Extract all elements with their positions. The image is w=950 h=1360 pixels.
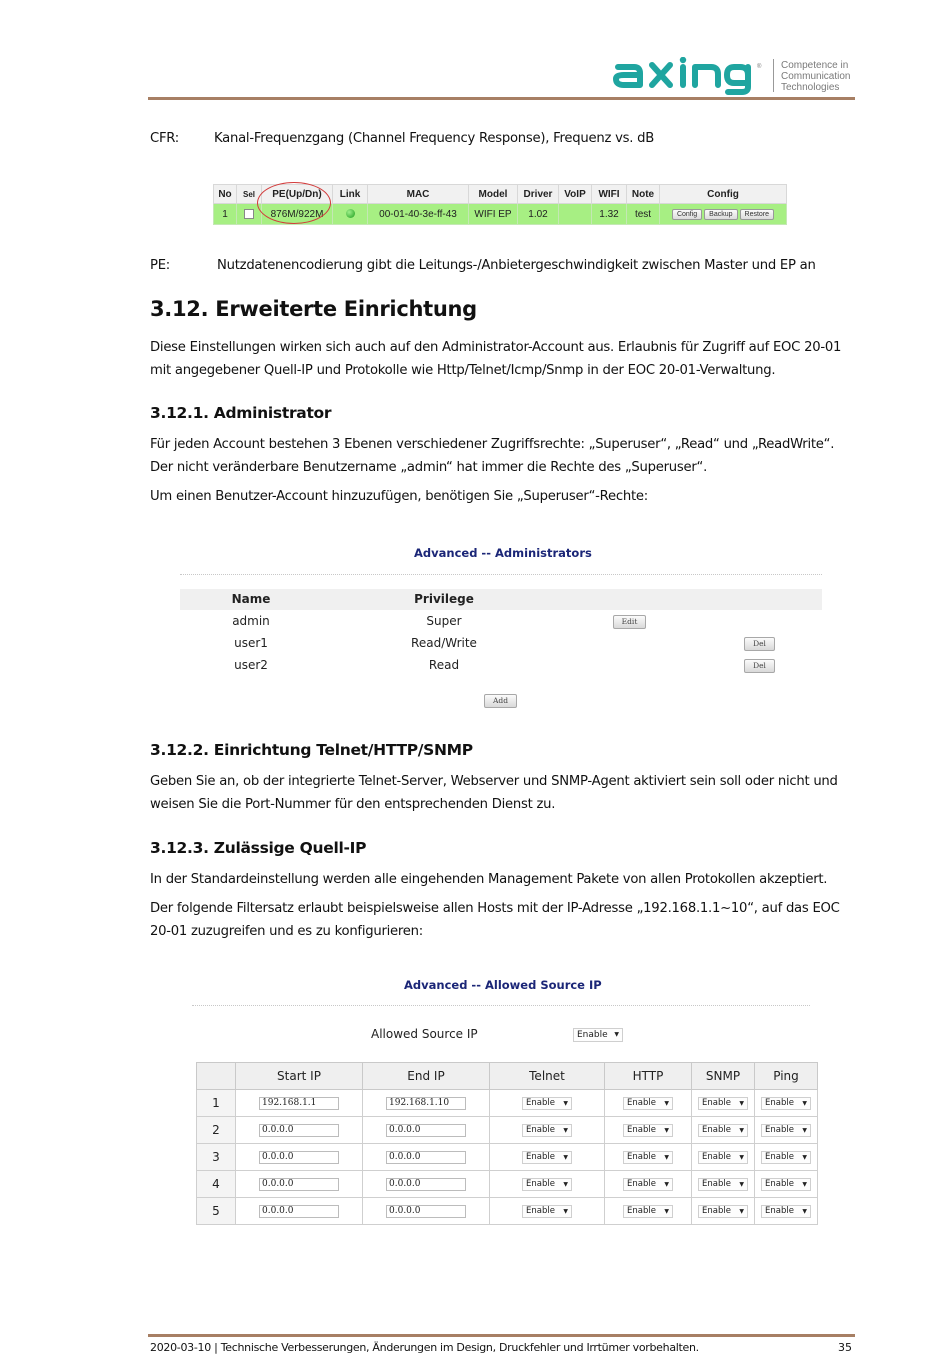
section-3-12-paragraph: Diese Einstellungen wirken sich auch auf den Administrator-Account aus. Erlaubnis für Zugriff auf EOC 20-01 mit angegebener Quell-IP und Protokolle wie Http/Telnet/Icmp/Snmp in der EOC 20-01-Verwaltung. [150,340,842,378]
ip-row-start-cell [236,1144,363,1171]
cell-wifi: 1.32 [592,204,627,225]
start-ip-input[interactable]: 0.0.0.0 [259,1124,339,1137]
ip-row-http-cell [605,1144,692,1171]
start-ip-input[interactable]: 0.0.0.0 [259,1151,339,1164]
ip-col-ping: Ping [755,1063,818,1090]
restore-button[interactable]: Restore [740,209,775,220]
axing-logo [612,57,768,95]
chevron-down-icon: ▼ [802,1100,807,1107]
cell-note: test [627,204,660,225]
ip-row-end-cell [363,1198,490,1225]
cell-link [333,204,368,225]
ip-row-ping-cell [755,1117,818,1144]
snmp-select[interactable]: Enable ▼ [698,1178,748,1191]
source-ip-table [196,1062,818,1225]
ip-row-snmp-cell [692,1171,755,1198]
telnet-select[interactable]: Enable ▼ [522,1151,572,1164]
svg-text:®: ® [757,64,762,70]
allowed-source-ip-select[interactable]: Enable ▼ [573,1028,623,1042]
link-status-icon [346,209,355,218]
ip-row-index: 4 [197,1171,236,1198]
telnet-select[interactable]: Enable ▼ [522,1124,572,1137]
col-driver: Driver [518,185,559,204]
telnet-select[interactable]: Enable ▼ [522,1097,572,1110]
ping-select[interactable]: Enable ▼ [761,1151,811,1164]
section-3-12-1-paragraph: Für jeden Account bestehen 3 Ebenen verschiedener Zugriffsrechte: „Superuser“, „Read“ und „ReadWrite“. Der nicht veränderbare Benutzername „admin“ hat immer die Rechte des „Superuser“. [150,437,835,475]
ip-row-http-cell [605,1090,692,1117]
http-select[interactable]: Enable ▼ [623,1097,673,1110]
cell-driver: 1.02 [518,204,559,225]
snmp-select[interactable]: Enable ▼ [698,1097,748,1110]
ip-row-start-cell [236,1171,363,1198]
col-model: Model [469,185,518,204]
config-button[interactable]: Config [672,209,702,220]
header-rule [148,97,855,100]
section-3-12-3-paragraph: In der Standardeinstellung werden alle eingehenden Management Pakete von allen Protokollen akzeptiert. [150,872,828,887]
tagline: Competence in Communication Technologies [781,60,851,93]
admin-panel-divider [180,574,822,575]
cell-mac: 00-01-40-3e-ff-43 [368,204,469,225]
table-row [197,1144,818,1171]
http-select[interactable]: Enable ▼ [623,1178,673,1191]
chevron-down-icon: ▼ [664,1100,669,1107]
ip-row-telnet-cell [490,1090,605,1117]
cell-config [660,204,787,225]
ip-row-start-cell [236,1198,363,1225]
telnet-select[interactable]: Enable ▼ [522,1178,572,1191]
pe-term: PE: [150,258,170,273]
ping-select[interactable]: Enable ▼ [761,1097,811,1110]
ip-col-http: HTTP [605,1063,692,1090]
section-title-3-12-2: 3.12.2. Einrichtung Telnet/HTTP/SNMP [150,741,473,759]
admin-row-name: admin [232,614,270,628]
backup-button[interactable]: Backup [704,209,737,220]
admin-row-privilege: Super [426,614,462,628]
ip-row-end-cell [363,1117,490,1144]
cell-pe: 876M/922M [262,204,333,225]
ip-row-snmp-cell [692,1117,755,1144]
col-no: No [214,185,237,204]
http-select[interactable]: Enable ▼ [623,1205,673,1218]
snmp-select[interactable]: Enable ▼ [698,1151,748,1164]
ip-row-index: 1 [197,1090,236,1117]
ip-row-snmp-cell [692,1090,755,1117]
cell-voip [559,204,592,225]
col-pe: PE(Up/Dn) [262,185,333,204]
chevron-down-icon: ▼ [563,1154,568,1161]
chevron-down-icon: ▼ [739,1100,744,1107]
ip-row-telnet-cell [490,1171,605,1198]
end-ip-input[interactable]: 0.0.0.0 [386,1124,466,1137]
section-title-3-12-3: 3.12.3. Zulässige Quell-IP [150,839,367,857]
ping-select[interactable]: Enable ▼ [761,1178,811,1191]
ping-select[interactable]: Enable ▼ [761,1205,811,1218]
admin-row-name: user1 [234,636,268,650]
cell-model: WIFI EP [469,204,518,225]
chevron-down-icon: ▼ [664,1181,669,1188]
admin-panel-title: Advanced -- Administrators [414,546,592,560]
edit-button[interactable]: Edit [613,615,646,629]
ip-row-index: 3 [197,1144,236,1171]
start-ip-input[interactable]: 0.0.0.0 [259,1205,339,1218]
ip-row-http-cell [605,1117,692,1144]
table-row [197,1117,818,1144]
end-ip-input[interactable]: 0.0.0.0 [386,1205,466,1218]
ip-col-telnet: Telnet [490,1063,605,1090]
chevron-down-icon: ▼ [664,1127,669,1134]
end-ip-input[interactable]: 0.0.0.0 [386,1151,466,1164]
chevron-down-icon: ▼ [563,1208,568,1215]
ip-row-start-cell [236,1117,363,1144]
admin-row-privilege: Read [428,658,460,672]
delete-button[interactable]: Del [744,659,775,673]
ip-row-http-cell [605,1171,692,1198]
chevron-down-icon: ▼ [739,1127,744,1134]
end-ip-input[interactable]: 0.0.0.0 [386,1178,466,1191]
chevron-down-icon: ▼ [802,1181,807,1188]
end-ip-input[interactable]: 192.168.1.10 [386,1097,466,1110]
source-ip-panel-title: Advanced -- Allowed Source IP [404,978,602,992]
footer-text: 2020-03-10 | Technische Verbesserungen, Änderungen im Design, Druckfehler und Irrtümer vorbehalten. [150,1341,699,1354]
chevron-down-icon: ▼ [563,1127,568,1134]
ip-row-telnet-cell [490,1144,605,1171]
chevron-down-icon: ▼ [739,1208,744,1215]
telnet-select[interactable]: Enable ▼ [522,1205,572,1218]
admin-col-privilege: Privilege [414,592,474,606]
ip-col-start: Start IP [236,1063,363,1090]
col-mac: MAC [368,185,469,204]
chevron-down-icon: ▼ [739,1181,744,1188]
section-3-12-3-paragraph-2: Der folgende Filtersatz erlaubt beispielsweise allen Hosts mit der IP-Adresse „192.168.1.1~10“, auf das EOC 20-01 zuzugreifen und es zu konfigurieren: [150,901,840,939]
chevron-down-icon: ▼ [802,1154,807,1161]
ip-row-index: 5 [197,1198,236,1225]
snmp-select[interactable]: Enable ▼ [698,1124,748,1137]
cfr-term: CFR: [150,131,179,146]
ip-row-ping-cell [755,1090,818,1117]
page-number: 35 [838,1341,852,1354]
cell-no: 1 [214,204,237,225]
ip-row-ping-cell [755,1144,818,1171]
pe-highlight-ellipse [257,182,331,224]
table-row [197,1171,818,1198]
col-sel: Sel [237,185,262,204]
section-3-12-1-paragraph-2: Um einen Benutzer-Account hinzuzufügen, benötigen Sie „Superuser“-Rechte: [150,489,648,504]
ip-row-end-cell [363,1144,490,1171]
admin-row-privilege: Read/Write [411,636,477,650]
col-config: Config [660,185,787,204]
allowed-source-ip-label: Allowed Source IP [371,1027,478,1041]
http-select[interactable]: Enable ▼ [623,1151,673,1164]
source-ip-panel-divider [192,1005,810,1006]
chevron-down-icon: ▼ [739,1154,744,1161]
ip-row-telnet-cell [490,1117,605,1144]
chevron-down-icon: ▼ [664,1208,669,1215]
ip-row-ping-cell [755,1171,818,1198]
chevron-down-icon: ▼ [614,1031,619,1038]
logo-divider [773,59,774,92]
ip-row-http-cell [605,1198,692,1225]
cfr-definition: Kanal-Frequenzgang (Channel Frequency Response), Frequenz vs. dB [214,131,655,146]
select-checkbox[interactable] [244,209,254,219]
add-button[interactable]: Add [484,694,517,708]
http-select[interactable]: Enable ▼ [623,1124,673,1137]
ip-row-end-cell [363,1171,490,1198]
admin-col-name: Name [231,592,271,606]
ip-row-telnet-cell [490,1198,605,1225]
section-title-3-12: 3.12. Erweiterte Einrichtung [150,297,477,321]
col-wifi: WIFI [592,185,627,204]
footer-rule [148,1334,855,1337]
table-row [197,1090,818,1117]
ip-row-snmp-cell [692,1198,755,1225]
section-title-3-12-1: 3.12.1. Administrator [150,404,332,422]
chevron-down-icon: ▼ [664,1154,669,1161]
ping-select[interactable]: Enable ▼ [761,1124,811,1137]
ip-row-snmp-cell [692,1144,755,1171]
chevron-down-icon: ▼ [563,1100,568,1107]
ip-row-start-cell [236,1090,363,1117]
start-ip-input[interactable]: 0.0.0.0 [259,1178,339,1191]
pe-definition: Nutzdatenencodierung gibt die Leitungs-/Anbietergeschwindigkeit zwischen Master und EP an [217,258,816,273]
start-ip-input[interactable]: 192.168.1.1 [259,1097,339,1110]
snmp-select[interactable]: Enable ▼ [698,1205,748,1218]
ip-col-index [197,1063,236,1090]
admin-row-name: user2 [234,658,268,672]
chevron-down-icon: ▼ [802,1127,807,1134]
chevron-down-icon: ▼ [802,1208,807,1215]
table-row [197,1198,818,1225]
col-voip: VoIP [559,185,592,204]
col-note: Note [627,185,660,204]
ip-col-snmp: SNMP [692,1063,755,1090]
col-link: Link [333,185,368,204]
ip-row-ping-cell [755,1198,818,1225]
delete-button[interactable]: Del [744,637,775,651]
ip-col-end: End IP [363,1063,490,1090]
ip-row-end-cell [363,1090,490,1117]
chevron-down-icon: ▼ [563,1181,568,1188]
section-3-12-2-paragraph: Geben Sie an, ob der integrierte Telnet-Server, Webserver und SNMP-Agent aktiviert sein soll oder nicht und weisen Sie die Port-Nummer für den entsprechenden Dienst zu. [150,774,838,812]
ip-row-index: 2 [197,1117,236,1144]
